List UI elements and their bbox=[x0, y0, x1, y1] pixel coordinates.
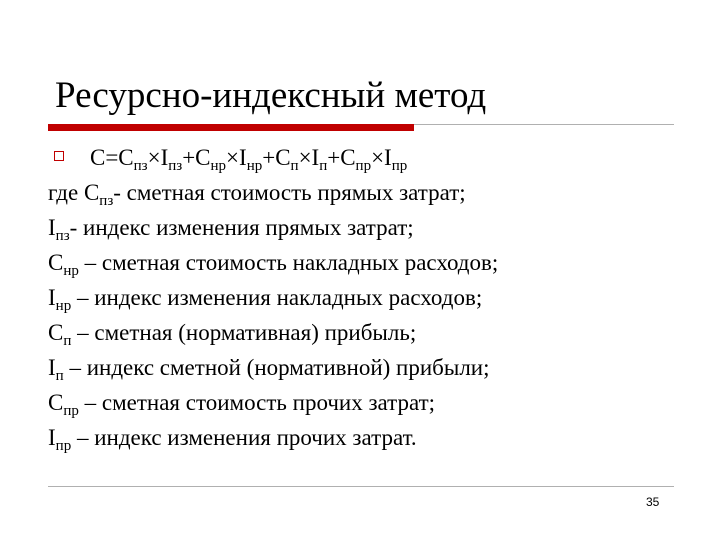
formula-seg-0-sub: пз bbox=[133, 158, 148, 174]
definition-subscript: п bbox=[63, 333, 72, 349]
definition-subscript: нр bbox=[63, 263, 79, 279]
definition-symbol: C bbox=[48, 320, 64, 345]
formula-seg-6-text: +C bbox=[327, 145, 356, 170]
definition-line-7 bbox=[48, 420, 688, 455]
definition-subscript: пр bbox=[63, 403, 79, 419]
formula-seg-2-text: +C bbox=[182, 145, 211, 170]
definition-line-0 bbox=[48, 175, 688, 210]
definition-symbol: C bbox=[48, 250, 64, 275]
definition-line-6 bbox=[48, 385, 688, 420]
definition-subscript: пз bbox=[55, 228, 70, 244]
definition-symbol: C bbox=[48, 390, 64, 415]
formula-seg-2-sub: нр bbox=[210, 158, 227, 174]
formula-seg-0-text: C=C bbox=[90, 145, 134, 170]
definition-symbol: I bbox=[48, 285, 56, 310]
title-underline-gray bbox=[414, 124, 674, 125]
definition-symbol: I bbox=[48, 355, 56, 380]
definition-text: – сметная (нормативная) прибыль; bbox=[71, 320, 417, 345]
definition-text: – сметная стоимость прочих затрат; bbox=[78, 390, 436, 415]
definition-line-4 bbox=[48, 315, 688, 350]
definition-text: - сметная стоимость прямых затрат; bbox=[113, 180, 466, 205]
slide-content bbox=[48, 140, 688, 455]
formula-seg-5-sub: п bbox=[319, 158, 328, 174]
definition-symbol: где C bbox=[48, 180, 100, 205]
slide-title: Ресурсно-индексный метод bbox=[55, 75, 487, 116]
definition-line-2 bbox=[48, 245, 688, 280]
definition-symbol: I bbox=[48, 425, 56, 450]
title-underline-red bbox=[48, 124, 414, 131]
formula-seg-6-sub: пр bbox=[355, 158, 372, 174]
page-number: 35 bbox=[646, 495, 660, 509]
formula-seg-4-text: +C bbox=[262, 145, 291, 170]
formula-seg-4-sub: п bbox=[290, 158, 299, 174]
formula-line bbox=[48, 140, 688, 175]
definition-subscript: п bbox=[55, 368, 64, 384]
definition-line-1 bbox=[48, 210, 688, 245]
definition-text: – индекс изменения прочих затрат. bbox=[71, 425, 417, 450]
definition-text: – индекс изменения накладных расходов; bbox=[71, 285, 483, 310]
footer-divider bbox=[48, 486, 674, 487]
formula-seg-7-sub: пр bbox=[391, 158, 408, 174]
formula-seg-1-sub: пз bbox=[168, 158, 183, 174]
formula-seg-3-sub: нр bbox=[246, 158, 263, 174]
definition-text: – сметная стоимость накладных расходов; bbox=[78, 250, 499, 275]
definition-symbol: I bbox=[48, 215, 56, 240]
formula-seg-5-text: ×I bbox=[298, 145, 320, 170]
hollow-square-bullet-icon bbox=[54, 151, 64, 161]
definition-line-5 bbox=[48, 350, 688, 385]
formula-seg-7-text: ×I bbox=[371, 145, 392, 170]
definition-text: – индекс сметной (нормативной) прибыли; bbox=[63, 355, 490, 380]
formula-seg-1-text: ×I bbox=[147, 145, 169, 170]
definition-subscript: пр bbox=[55, 438, 72, 454]
definition-subscript: нр bbox=[55, 298, 72, 314]
definition-text: - индекс изменения прямых затрат; bbox=[69, 215, 414, 240]
formula-seg-3-text: ×I bbox=[226, 145, 247, 170]
definition-line-3 bbox=[48, 280, 688, 315]
definition-subscript: пз bbox=[99, 193, 114, 209]
